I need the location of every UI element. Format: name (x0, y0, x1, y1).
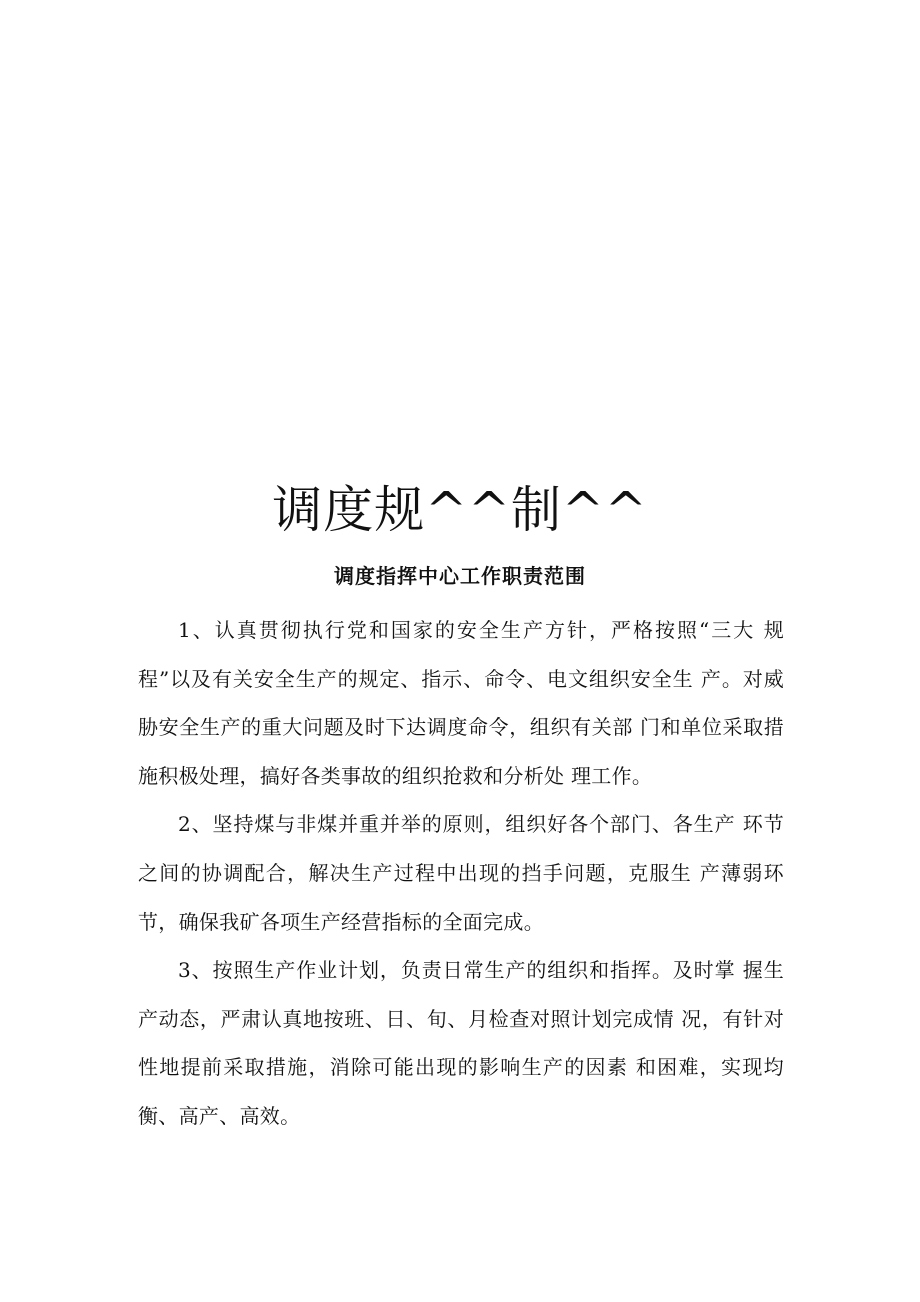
paragraph-3: 3、按照生产作业计划，负责日常生产的组织和指挥。及时掌 握生产动态，严肃认真地按班、日、旬、月检查对照计划完成情 况，有针对性地提前采取措施，消除可能出现的影响生产的因素 和困难，实现均衡、高产、高效。 (138, 958, 784, 1128)
document-body (138, 606, 784, 1141)
paragraph-2: 2、坚持煤与非煤并重并举的原则，组织好各个部门、各生产 环节之间的协调配合，解决生产过程中出现的挡手问题，克服生 产薄弱环节，确保我矿各项生产经营指标的全面完成。 (138, 812, 784, 934)
document-subtitle: 调度指挥中心工作职责范围 (334, 564, 586, 588)
paragraph-1: 1、认真贯彻执行党和国家的安全生产方针，严格按照“三大 规程”以及有关安全生产的规定、指示、命令、电文组织安全生 产。对威胁安全生产的重大问题及时下达调度命令，组织有关部 门和单位采取措施积极处理，搞好各类事故的组织抢救和分析处 理工作。 (138, 618, 784, 788)
document-title: 调度规^^制^^ (272, 481, 648, 539)
